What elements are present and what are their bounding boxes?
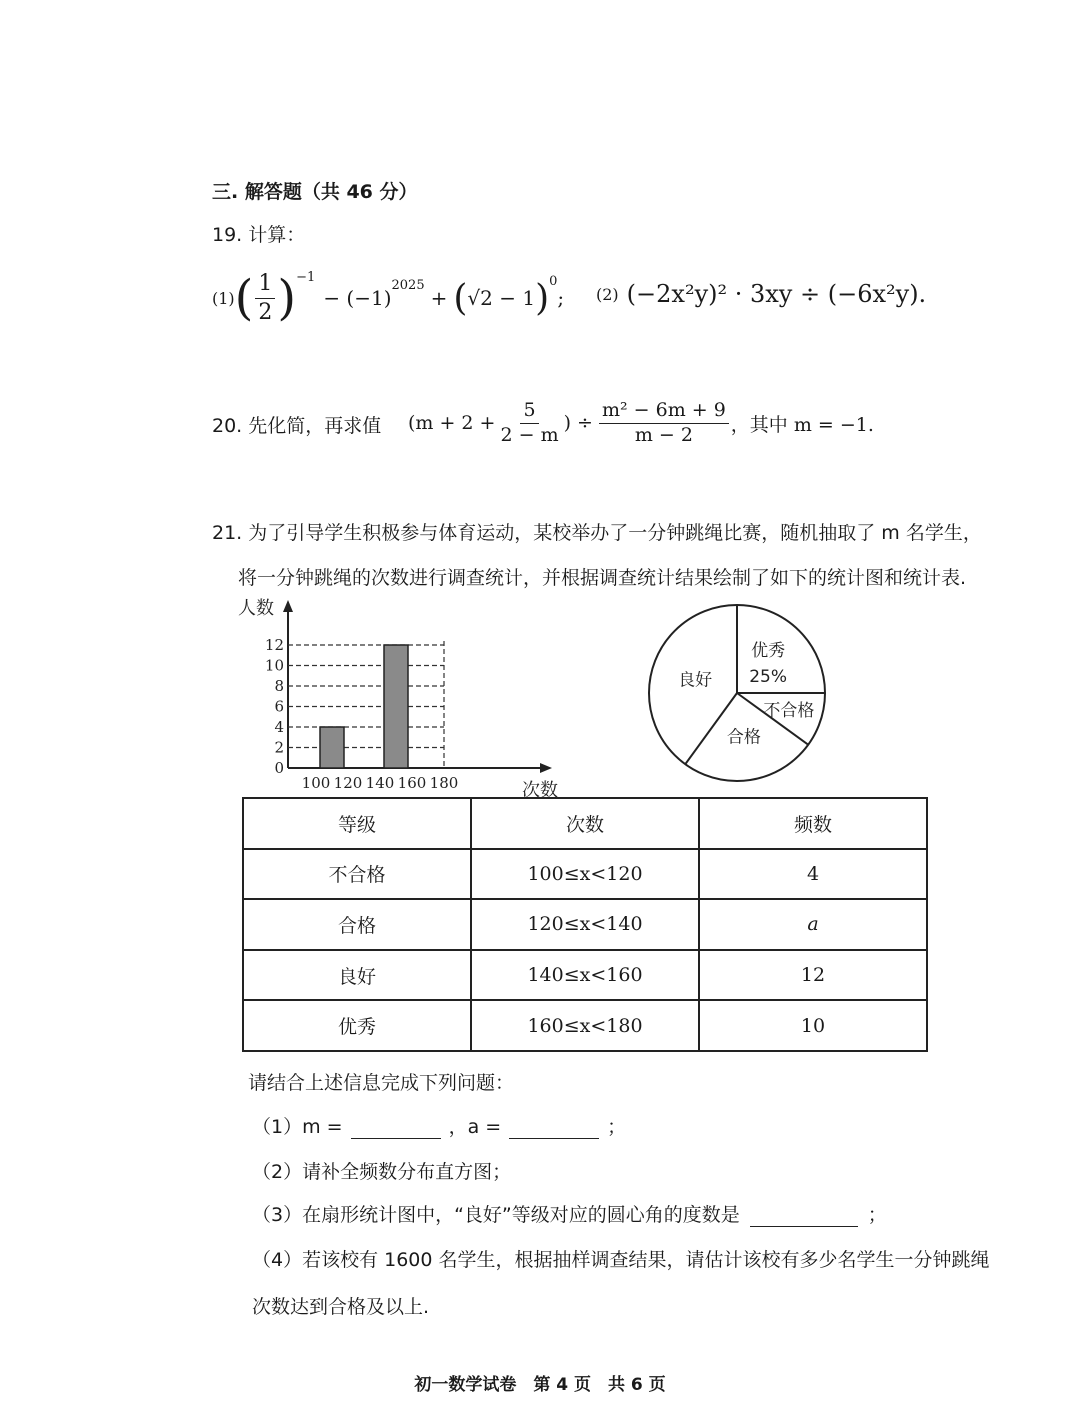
y-axis-label: 人数 bbox=[238, 598, 274, 619]
x-tick-label: 180 bbox=[429, 774, 459, 792]
q19-exponent-2025: 2025 bbox=[391, 278, 425, 293]
table-cell: 100≤x<120 bbox=[471, 849, 699, 900]
table-cell: 12 bbox=[699, 950, 927, 1001]
pie-slice-label: 不合格 bbox=[763, 700, 815, 721]
answer-blank-a[interactable] bbox=[509, 1120, 599, 1139]
q19-exponent-0: 0 bbox=[549, 274, 558, 289]
y-tick-label: 4 bbox=[274, 718, 284, 736]
q20-fraction-1: $\frac{5}{2 - m}$ bbox=[500, 398, 559, 446]
q21-line1: 21. 为了引导学生积极参与体育运动，某校举办了一分钟跳绳比赛，随机抽取了 m 名学生， bbox=[212, 522, 982, 544]
table-header-cell: 等级 bbox=[243, 798, 471, 849]
table-row bbox=[243, 950, 927, 1001]
x-tick-label: 100 bbox=[301, 774, 331, 792]
x-axis-label: 次数 bbox=[522, 780, 558, 800]
table-cell: 160≤x<180 bbox=[471, 1000, 699, 1051]
q19-part1-number: (1) bbox=[212, 288, 235, 308]
y-axis-arrow bbox=[283, 600, 293, 612]
q21-line2: 将一分钟跳绳的次数进行调查统计，并根据调查统计结果绘制了如下的统计图和统计表. bbox=[238, 567, 967, 589]
answer-blank-m[interactable] bbox=[351, 1120, 441, 1139]
q19-part2-expression: (−2x²y)² · 3xy ÷ (−6x²y). bbox=[626, 280, 927, 308]
table-cell: 140≤x<160 bbox=[471, 950, 699, 1001]
table-header-row bbox=[243, 798, 927, 849]
histogram-chart bbox=[230, 590, 580, 800]
y-tick-label: 2 bbox=[274, 738, 284, 757]
q19-sqrt-term: √2 − 1 bbox=[467, 286, 536, 310]
x-tick-label: 140 bbox=[365, 774, 395, 792]
table-header-cell: 频数 bbox=[699, 798, 927, 849]
q21-sub3: （3）在扇形统计图中，“良好”等级对应的圆心角的度数是 ； bbox=[252, 1204, 887, 1226]
grade-table bbox=[242, 797, 928, 1052]
table-row bbox=[243, 849, 927, 900]
table-cell: 120≤x<140 bbox=[471, 899, 699, 950]
pie-slice-label: 优秀 bbox=[751, 640, 786, 661]
q21-prompt: 请结合上述信息完成下列问题： bbox=[248, 1072, 515, 1094]
table-header-cell: 次数 bbox=[471, 798, 699, 849]
q21-sub4-line2: 次数达到合格及以上. bbox=[252, 1296, 430, 1318]
section-title: 三. 解答题（共 46 分） bbox=[212, 181, 418, 203]
q19-exponent-neg1: −1 bbox=[296, 270, 316, 285]
q19-half-fraction: $\frac{1}{2}$ bbox=[255, 271, 275, 325]
y-tick-label: 12 bbox=[264, 636, 284, 654]
q21-sub2: （2）请补全频数分布直方图； bbox=[252, 1161, 512, 1183]
q21-sub1: （1）m = ，a = ； bbox=[252, 1116, 627, 1138]
q19-part2 bbox=[596, 280, 926, 308]
table-cell: 合格 bbox=[243, 899, 471, 950]
x-axis-arrow bbox=[540, 763, 552, 773]
q19-part2-number: (2) bbox=[596, 284, 619, 304]
table-cell: 优秀 bbox=[243, 1000, 471, 1051]
table-cell: 良好 bbox=[243, 950, 471, 1001]
q19-part1: (1) ( $\frac{1}{2}$ ) $^{-1}$ − (−1) $^{2025}$ + ( √2 − 1 ) $^0$ ; bbox=[212, 270, 565, 326]
table-cell: a bbox=[699, 899, 927, 950]
q20-fraction-2: $\frac{\text{m² − 6m + 9}}{m - 2}$ bbox=[599, 400, 729, 447]
q19-label: 19. 计算： bbox=[212, 224, 306, 246]
y-tick-label: 6 bbox=[274, 697, 284, 716]
table-row bbox=[243, 899, 927, 950]
q21-sub4-line1: （4）若该校有 1600 名学生，根据抽样调查结果，请估计该校有多少名学生一分钟跳绳 bbox=[252, 1249, 990, 1271]
histogram-bar bbox=[320, 727, 344, 768]
histogram-bar bbox=[384, 645, 408, 768]
q20-expression: (m + 2 + $\frac{5}{2 - m}$ ) ÷ $\frac{\text{m² − 6m + 9}}{m - 2}$ ，其中 m = −1. bbox=[408, 398, 874, 446]
pie-slice-value: 25% bbox=[749, 666, 788, 687]
x-tick-label: 120 bbox=[333, 774, 363, 792]
table-cell: 10 bbox=[699, 1000, 927, 1051]
pie-slice-label: 合格 bbox=[726, 727, 761, 748]
y-tick-label: 8 bbox=[274, 677, 284, 695]
q19-minus-term: − (−1) bbox=[323, 286, 392, 310]
table-cell: 不合格 bbox=[243, 849, 471, 900]
y-tick-label: 10 bbox=[264, 656, 284, 675]
answer-blank-angle[interactable] bbox=[750, 1208, 858, 1227]
y-tick-label: 0 bbox=[274, 759, 284, 777]
table-cell: 4 bbox=[699, 849, 927, 900]
x-tick-label: 160 bbox=[397, 774, 427, 792]
table-row bbox=[243, 1000, 927, 1051]
pie-chart bbox=[640, 596, 835, 791]
q20-label: 20. 先化简，再求值 bbox=[212, 415, 382, 437]
pie-slice-label: 良好 bbox=[678, 670, 713, 691]
page-footer: 初一数学试卷 第 4 页 共 6 页 bbox=[414, 1375, 666, 1395]
